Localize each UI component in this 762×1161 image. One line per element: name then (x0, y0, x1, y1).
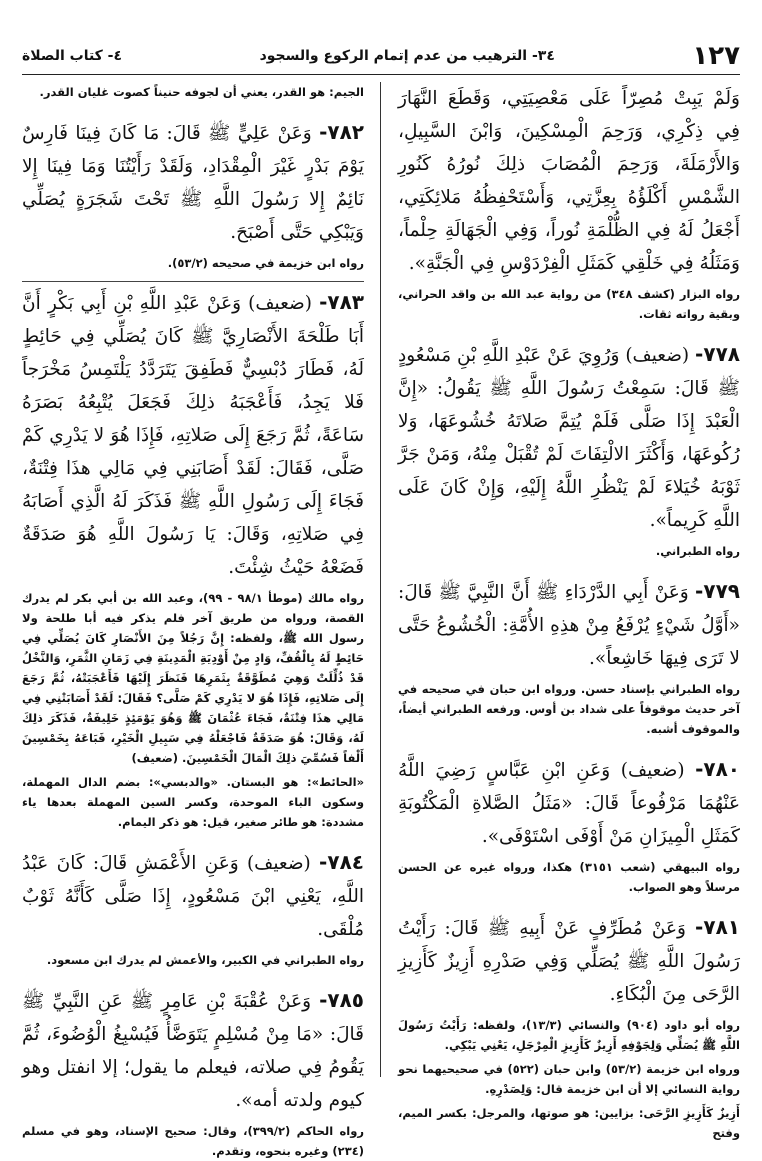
hadith-source: رواه الطبراني بإسناد حسن. ورواه ابن حبان في صحيحه في آخر حديث موقوفاً على شداد بن أوس. ورفعه الطبراني أيضاً، والموقوف أشبه. (398, 682, 740, 736)
book-title: ٤- كتاب الصلاة (22, 48, 123, 64)
hadith-number: ٧٧٨- (695, 342, 740, 366)
hadith-source: ورواه ابن خزيمة (٥٣/٢) وابن حبان (٥٢٢) في صحيحيهما نحو رواية النسائي إلا أن ابن خزيمة قال: وَلِصَدْرِهِ. (398, 1062, 740, 1096)
hadith-782: ٧٨٢- وَعَنْ عَلِيٍّ ﷺ قَالَ: مَا كَانَ فِينَا فَارِسٌ يَوْمَ بَدْرٍ غَيْرَ الْمِقْدَادِ، وَلَقَدْ رَأَيْتُنَا وَمَا فِينَا إِلا نَائِمٌ إِلا رَسُولَ اللَّهِ ﷺ تَحْتَ شَجَرَةٍ يُصَلِّي وَيَبْكِي حَتَّى أَصْبَحَ. (22, 120, 364, 243)
chapter-title: ٣٤- الترهيب من عدم إتمام الركوع والسجود (259, 48, 555, 64)
hadith-number: ٧٨٢- (319, 120, 364, 144)
hadith-number: ٧٧٩- (695, 579, 740, 603)
column-divider (380, 82, 381, 1077)
hadith-780: ٧٨٠- (ضعيف) وَعَنِ ابْنِ عَبَّاسٍ رَضِيَ اللَّهُ عَنْهُمَا مَرْفُوعاً قَالَ: «مَثَلُ الصَّلاةِ الْمَكْتُوبَةِ كَمَثَلِ الْمِيزَانِ مَنْ أَوْفَى اسْتَوْفَى». (398, 757, 740, 847)
left-column (22, 82, 364, 1161)
hadith-781: ٧٨١- وَعَنْ مُطَرِّفٍ عَنْ أَبِيهِ ﷺ قَالَ: رَأَيْتُ رَسُولَ اللَّهِ ﷺ يُصَلِّي وَفِي صَدْرِهِ أَزِيزٌ كَأَزِيزِ الرَّحَى مِنَ الْبُكَاءِ. (398, 915, 740, 1005)
hadith-number: ٧٨٣- (319, 290, 364, 314)
hadith-source: رواه الطبراني. (655, 544, 740, 558)
page-header (22, 38, 740, 75)
hadith-source: رواه ابن خزيمة في صحيحه (٥٣/٢). (167, 256, 364, 270)
hadith-text: وَلَمْ يَبِتْ مُصِرّاً عَلَى مَعْصِيَتِي، وَقَطَعَ النَّهَارَ فِي ذِكْرِي، وَرَحِمَ الْمِسْكِينَ، وَابْنَ السَّبِيلِ، وَالأَرْمَلَةَ، وَرَحِمَ الْمُصَابَ ذلِكَ نُورُهُ كَنُورِ الشَّمْسِ أَكْلَؤُهُ بِعِزَّتِي، وَأَسْتَحْفِظُهُ مَلائِكَتِي، أَجْعَلُ لَهُ فِي الظُّلْمَةِ نُوراً، وَفِي الْجَهَالَةِ حِلْماً، وَمَثَلُهُ فِي خَلْقِي كَمَثَلِ الْفِرْدَوْسِ فِي الْجَنَّةِ». (398, 88, 740, 274)
hadith-footnote: الجيم: هو القدر، يعني أن لجوفه حنيناً كصوت غليان القدر. (39, 85, 364, 99)
hadith-source: رواه الطبراني في الكبير، والأعمش لم يدرك ابن مسعود. (46, 953, 364, 967)
hadith-source: رواه أبو داود (٩٠٤) والنسائي (١٣/٣)، ولفظه: رَأَيْتُ رَسُولَ اللَّهِ ﷺ يُصَلِّي وَلِجَوْفِهِ أَزِيزٌ كَأَزِيزِ الْمِرْجَلِ، يَعْنِي يَبْكِي. (398, 1018, 740, 1052)
right-column (398, 82, 740, 1143)
hadith-785: ٧٨٥- وَعَنْ عُقْبَةَ بْنِ عَامِرٍ ﷺ عَنِ النَّبِيِّ ﷺ قَالَ: «مَا مِنْ مُسْلِمٍ يَتَوَضَّأُ فَيُسْبِغُ الْوُضُوءَ، ثُمَّ يَقُومُ فِي صلاته، فيعلم ما يقول؛ إلا انفتل وهو كيوم ولدته أمه». (22, 988, 364, 1111)
hadith-778: ٧٧٨- (ضعيف) وَرُوِيَ عَنْ عَبْدِ اللَّهِ بْنِ مَسْعُودٍ ﷺ قَالَ: سَمِعْتُ رَسُولَ اللَّهِ ﷺ يَقُولُ: «إِنَّ الْعَبْدَ إِذَا صَلَّى فَلَمْ يُتِمَّ صَلاتَهُ خُشُوعَهَا، وَلا رُكُوعَهَا، وَأَكْثَرَ الالْتِفَاتَ لَمْ تُقْبَلْ مِنْهُ، وَمَنْ جَرَّ ثَوْبَهُ خُيَلاءَ لَمْ يَنْظُرِ اللَّهُ إِلَيْهِ، وَإِنْ كَانَ عَلَى اللَّهِ كَرِيماً». (398, 342, 740, 531)
hadith-number: ٧٨٤- (319, 850, 364, 874)
hadith-783: ٧٨٣- (ضعيف) وَعَنْ عَبْدِ اللَّهِ بْنِ أَبِي بَكْرٍ أَنَّ أَبَا طَلْحَةَ الأَنْصَارِيَّ ﷺ كَانَ يُصَلِّي فِي حَائِطٍ لَهُ، فَطَارَ دُبْسِيٌّ فَطَفِقَ يَتَرَدَّدُ يَلْتَمِسُ مَخْرَجاً فَلا يَجِدُ، فَأَعْجَبَهُ ذلِكَ فَجَعَلَ يُتْبِعُهُ بَصَرَهُ سَاعَةً، ثُمَّ رَجَعَ إِلَى صَلاتِهِ، فَإِذَا هُوَ لا يَدْرِي كَمْ صَلَّى، فَقَالَ: لَقَدْ أَصَابَنِي فِي مَالِي هذَا فِتْنَةٌ، فَجَاءَ إِلَى رَسُولِ اللَّهِ ﷺ فَذَكَرَ لَهُ الَّذِي أَصَابَهُ فِي صَلاتِهِ، وَقَالَ: يَا رَسُولَ اللَّهِ هُوَ صَدَقَةٌ فَضَعْهُ حَيْثُ شِئْتَ. (22, 290, 364, 578)
hadith-footnote: أَزِيزٌ كَأَزِيزِ الرَّحَى: بزايين: هو صوتها، والمرجل: بكسر الميم، وفتح (398, 1106, 740, 1140)
hadith-source: رواه البزار (كشف ٣٤٨) من رواية عبد الله بن واقد الحراني، وبقية رواته ثقات. (398, 287, 740, 321)
hadith-number: ٧٨٥- (319, 988, 364, 1012)
hadith-779: ٧٧٩- وَعَنْ أَبِي الدَّرْدَاءِ ﷺ أَنَّ النَّبِيَّ ﷺ قَالَ: «أَوَّلُ شَيْءٍ يُرْفَعُ مِنْ هذِهِ الأُمَّةِ: الْخُشُوعُ حَتَّى لا تَرَى فِيهَا خَاشِعاً». (398, 579, 740, 669)
hadith-source: رواه البيهقي (شعب ٣١٥١) هكذا، ورواه غيره عن الحسن مرسلاً وهو الصواب. (398, 860, 740, 894)
page-number: ١٢٧ (692, 41, 740, 71)
section-rule (22, 281, 364, 282)
hadith-source: رواه مالك (موطأ ٩٨/١ - ٩٩)، وعبد الله بن أبي بكر لم يدرك القصة، ورواه من طريق آخر فلم يذكر فيه أبا طلحة ولا رسول الله ﷺ، ولفظه: إِنَّ رَجُلاً مِنَ الأَنْصَارِ كَانَ يُصَلِّي فِي حَائِطٍ لَهُ بِالْقُفِّ، وَادٍ مِنْ أَوْدِيَةِ الْمَدِينَةِ فِي زَمَانِ الثَّمَرِ، وَالنَّخْلُ قَدْ ذُلِّلَتْ وَهِيَ مُطَوَّقَةٌ بِثَمَرِهَا فَنَظَرَ إِلَيْهَا فَأَعْجَبَتْهُ، ثُمَّ رَجَعَ إِلَى صَلاتِهِ، فَإِذَا هُوَ لا يَدْرِي كَمْ صَلَّى؟ فَقَالَ: لَقَدْ أَصَابَتْنِي فِي مَالِي هذَا فِتْنَةٌ، فَجَاءَ عُثْمَانَ ﷺ وَهُوَ يَوْمَئِذٍ خَلِيفَةٌ، فَذَكَرَ ذلِكَ لَهُ، وَقَالَ: هُوَ صَدَقَةٌ فَاجْعَلْهُ فِي سَبِيلِ الْخَيْرِ، فَبَاعَهُ بِخَمْسِينَ أَلْفاً فَسُمِّيَ ذلِكَ الْمَالَ الْخَمْسِينَ. (ضعيف) (22, 591, 364, 765)
hadith-number: ٧٨٠- (695, 757, 740, 781)
hadith-784: ٧٨٤- (ضعيف) وَعَنِ الأَعْمَشِ قَالَ: كَانَ عَبْدُ اللَّهِ، يَعْنِي ابْنَ مَسْعُودٍ، إِذَا صَلَّى كَأَنَّهُ ثَوْبٌ مُلْقَى. (22, 850, 364, 940)
hadith-source: رواه الحاكم (٣٩٩/٢)، وقال: صحيح الإسناد، وهو في مسلم (٢٣٤) وغيره بنحوه، وتقدم. (22, 1124, 364, 1158)
hadith-footnote: «الحائط»: هو البستان. «والدبسي»: بضم الدال المهملة، وسكون الباء الموحدة، وكسر السين المهملة بعدها ياء مشددة: هو طائر صغير، قيل: هو ذكر اليمام. (22, 775, 364, 829)
hadith-number: ٧٨١- (695, 915, 740, 939)
